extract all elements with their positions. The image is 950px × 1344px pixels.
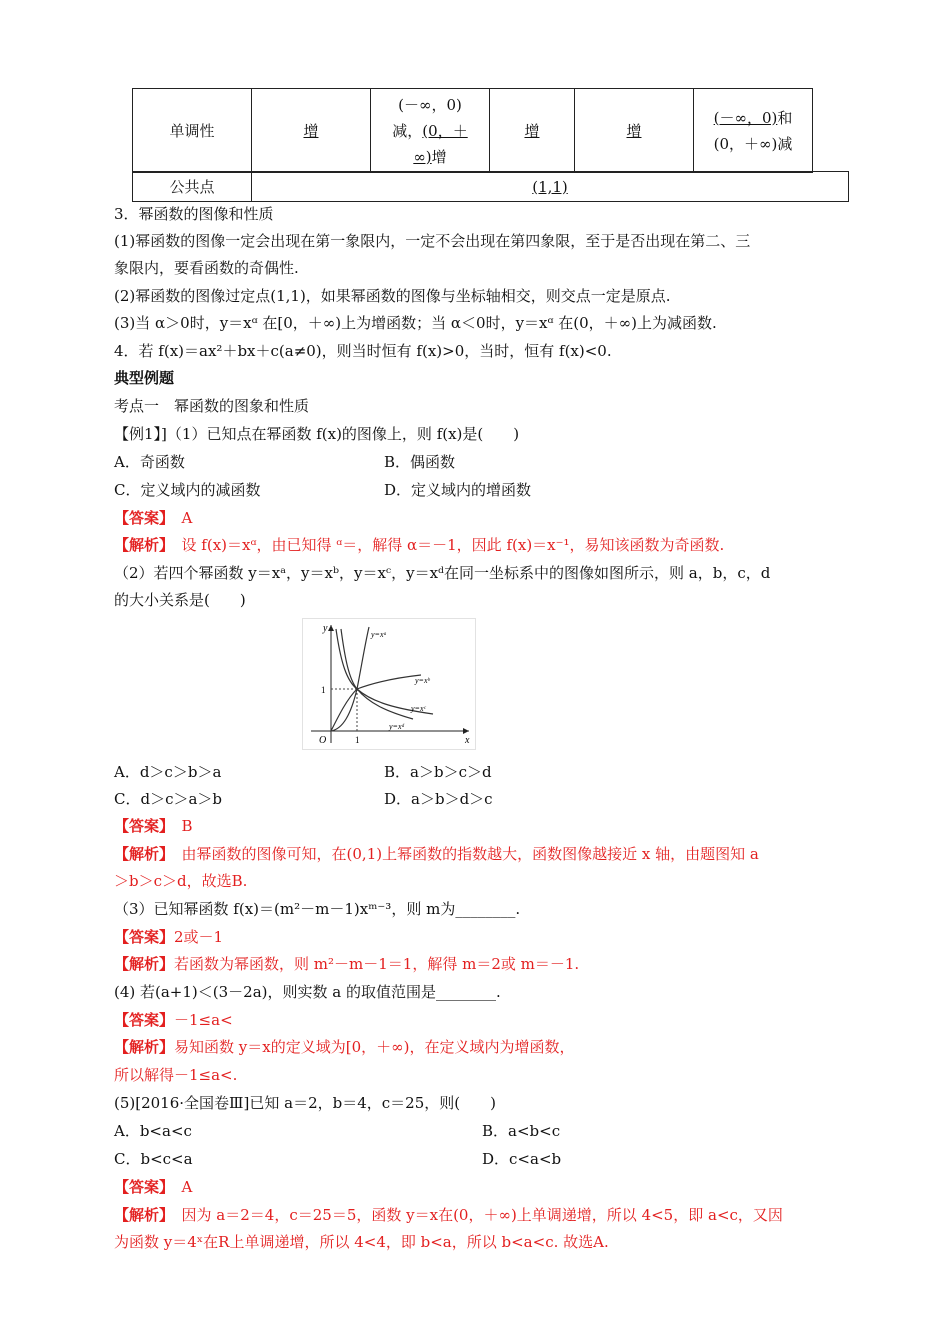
cell-increasing-1: [252, 89, 371, 173]
cell-line: [371, 144, 489, 170]
power-function-figure: [302, 618, 476, 750]
solution-label: 【解析】: [114, 536, 167, 554]
solution-text: 若函数为幂函数，则 m²－m－1＝1，解得 m＝2或 m＝－1.: [174, 955, 580, 973]
solution-2a: [114, 844, 759, 864]
cell-text: 增: [431, 147, 447, 166]
question-3: （3）已知幂函数 f(x)＝(m²－m－1)xᵐ⁻³，则 m为________.: [114, 900, 521, 918]
cell-line: [694, 131, 812, 157]
solution-3: [114, 954, 579, 974]
y-label: y: [323, 623, 328, 634]
option-2a: A．d＞c＞b＞a: [114, 763, 222, 781]
solution-text: 设 f(x)＝xᵅ，由已知得 ᵅ＝，解得 α＝－1，因此 f(x)＝x⁻¹，易知该函数为奇函数.: [181, 536, 725, 554]
common-point-row: [133, 172, 849, 202]
cell-line: (－∞，0): [398, 95, 462, 114]
common-point-label: 公共点: [133, 172, 252, 202]
common-point-table: [132, 171, 849, 202]
x-label: x: [465, 735, 470, 746]
section-4: 4．若 f(x)＝ax²＋bx＋c(a≠0)，则当时恒有 f(x)>0，当时，恒有 f(x)<0.: [114, 342, 612, 360]
power-graph: [303, 619, 475, 749]
question-2-line-b: 的大小关系是( ): [114, 591, 246, 609]
solution-4a: [114, 1037, 574, 1057]
section-3-title: 3．幂函数的图像和性质: [114, 205, 274, 223]
answer-label: 【答案】: [114, 817, 167, 835]
option-2d: D．a＞b＞d＞c: [384, 790, 493, 808]
solution-text: 由幂函数的图像可知，在(0,1)上幂函数的指数越大，函数图像越接近 x 轴，由题图知 a: [181, 845, 759, 863]
option-5d: D．c<a<b: [482, 1150, 562, 1168]
cell-text: 减: [777, 134, 793, 153]
cell-text: ∞): [413, 147, 432, 166]
option-2c: C．d＞c＞a＞b: [114, 790, 223, 808]
cell-line: [694, 105, 812, 131]
answer-value: A: [181, 1178, 193, 1196]
section-3-p3: (3)当 α＞0时，y＝xᵅ 在[0，＋∞)上为增函数；当 α＜0时，y＝xᵅ 在(0，＋∞)上为减函数.: [114, 314, 717, 332]
answer-value: －1≤a<: [174, 1011, 233, 1029]
example-1-question-1: 【例1】]（1）已知点在幂函数 f(x)的图像上，则 f(x)是( ): [114, 425, 520, 443]
curve-a-label: y=xᵃ: [371, 630, 387, 639]
answer-value: 2或－1: [174, 928, 224, 946]
answer-label: 【答案】: [114, 1178, 167, 1196]
kaodian-1: 考点一 幂函数的图象和性质: [114, 397, 310, 415]
answer-value: B: [181, 817, 193, 835]
answer-5: [114, 1177, 192, 1197]
monotonicity-row: [133, 89, 813, 173]
cell-text: (1,1): [532, 177, 568, 196]
cell-text: 增: [303, 121, 319, 140]
solution-5a: [114, 1205, 783, 1225]
curve-d: [336, 629, 413, 719]
question-2-line-a: （2）若四个幂函数 y＝xᵃ，y＝xᵇ，y＝xᶜ，y＝xᵈ在同一坐标系中的图像如图所示，则 a，b，c，d: [114, 564, 771, 582]
curve-a: [331, 627, 369, 731]
answer-2: [114, 816, 193, 836]
option-c: C．定义域内的减函数: [114, 481, 261, 499]
cell-decreasing: [694, 89, 813, 173]
question-5: (5)[2016·全国卷Ⅲ]已知 a＝2，b＝4，c＝25，则( ): [114, 1094, 496, 1112]
cell-increasing-2: [490, 89, 575, 173]
solution-label: 【解析】: [114, 845, 167, 863]
x-one-label: 1: [355, 735, 360, 745]
curve-c: [341, 629, 433, 714]
option-5c: C．b<c<a: [114, 1150, 193, 1168]
curve-c-label: y=xᶜ: [411, 704, 426, 713]
question-4: (4) 若(a+1)＜(3－2a)，则实数 a 的取值范围是________.: [114, 983, 501, 1001]
answer-label: 【答案】: [114, 928, 175, 946]
option-b: B．偶函数: [384, 453, 456, 471]
cell-text: 和: [777, 108, 793, 127]
cell-text: 增: [524, 121, 540, 140]
solution-2b: ＞b＞c＞d，故选B.: [114, 872, 248, 890]
answer-label: 【答案】: [114, 509, 167, 527]
answer-3: [114, 927, 223, 947]
solution-5b: 为函数 y＝4ˣ在R上单调递增，所以 4<4，即 b<a，所以 b<a<c. 故选A.: [114, 1233, 609, 1251]
y-axis-arrow: [328, 625, 334, 631]
solution-text: 易知函数 y＝x的定义域为[0，＋∞)，在定义域内为增函数，: [174, 1038, 575, 1056]
properties-table: [132, 88, 813, 173]
solution-text: 因为 a＝2＝4，c＝25＝5，函数 y＝x在(0，＋∞)上单调递增，所以 4<5，即 a<c，又因: [181, 1206, 783, 1224]
section-3-p1a: (1)幂函数的图像一定会出现在第一象限内，一定不会出现在第四象限，至于是否出现在第二、三: [114, 232, 751, 250]
cell-text: 增: [626, 121, 642, 140]
option-d: D．定义域内的增函数: [384, 481, 532, 499]
examples-heading: 典型例题: [114, 369, 175, 387]
monotonicity-label: 单调性: [133, 89, 252, 173]
solution-label: 【解析】: [114, 1038, 175, 1056]
y-one-label: 1: [321, 685, 326, 695]
solution-label: 【解析】: [114, 955, 175, 973]
solution-1: [114, 535, 724, 555]
answer-label: 【答案】: [114, 1011, 175, 1029]
answer-4: [114, 1010, 233, 1030]
cell-increasing-3: [575, 89, 694, 173]
curve-b-label: y=xᵇ: [415, 676, 430, 685]
solution-label: 【解析】: [114, 1206, 167, 1224]
option-5a: A．b<a<c: [114, 1122, 192, 1140]
cell-text: (0，＋: [422, 121, 468, 140]
section-3-p1b: 象限内，要看函数的奇偶性.: [114, 259, 299, 277]
option-a: A．奇函数: [114, 453, 185, 471]
common-point-value: [252, 172, 849, 202]
solution-4b: 所以解得－1≤a<.: [114, 1066, 238, 1084]
curve-d-label: y=xᵈ: [389, 722, 404, 731]
section-3-p2: (2)幂函数的图像过定点(1,1)，如果幂函数的图像与坐标轴相交，则交点一定是原点.: [114, 287, 671, 305]
cell-text: (－∞，0): [713, 108, 778, 127]
answer-1: [114, 508, 192, 528]
x-axis-arrow: [463, 728, 469, 734]
cell-dec-inc: [371, 89, 490, 173]
origin-label: O: [319, 735, 327, 746]
curve-b: [331, 675, 421, 731]
answer-value: A: [181, 509, 193, 527]
option-2b: B．a＞b＞c＞d: [384, 763, 492, 781]
cell-line: [371, 118, 489, 144]
cell-text: 减，: [392, 121, 423, 140]
cell-text: (0，＋∞): [713, 134, 778, 153]
option-5b: B．a<b<c: [482, 1122, 561, 1140]
